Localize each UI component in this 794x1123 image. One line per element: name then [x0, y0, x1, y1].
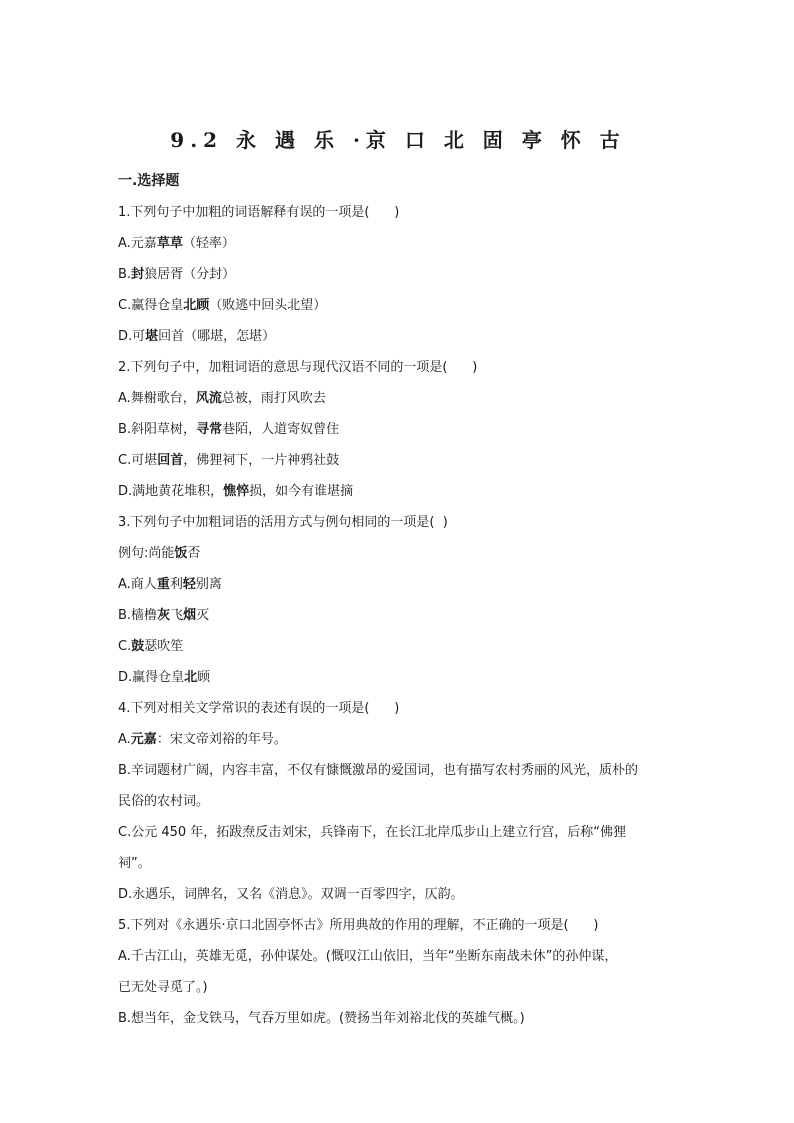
bold-term: 北: [184, 670, 198, 685]
text-line: [118, 538, 678, 569]
question-list: [118, 197, 678, 1034]
text-run: A.千古江山，英雄无觅，孙仲谋处。(慨叹江山依旧，当年“坐断东南战未休”的孙仲谋，: [118, 949, 618, 964]
bold-term: 回首: [157, 453, 184, 468]
text-line: [118, 383, 678, 414]
text-line: [118, 569, 678, 600]
text-run: A.元嘉: [118, 236, 157, 251]
text-line: [118, 507, 678, 538]
text-run: 巷陌，人道寄奴曾住: [222, 422, 340, 437]
text-line: [118, 476, 678, 507]
text-line: [118, 879, 678, 910]
bold-term: 灰: [157, 608, 171, 623]
text-run: （败逃中回头北望）: [209, 298, 327, 313]
bold-term: 寻常: [196, 422, 223, 437]
bold-term: 草草: [156, 236, 183, 251]
text-run: 灭: [196, 608, 210, 623]
text-line: [118, 414, 678, 445]
text-run: C.赢得仓皇: [118, 298, 184, 313]
text-line: [118, 662, 678, 693]
text-line: [118, 600, 678, 631]
text-run: A.舞榭歌台，: [118, 391, 196, 406]
text-run: 利: [169, 577, 183, 592]
bold-term: 元嘉: [130, 732, 157, 747]
text-run: 2.下列句子中，加粗词语的意思与现代汉语不同的一项是( ): [118, 360, 478, 375]
text-line: [118, 259, 678, 290]
bold-term: 封: [131, 267, 145, 282]
text-run: 例句:尚能: [118, 546, 175, 561]
text-run: 损，如今有谁堪摘: [249, 484, 354, 499]
text-run: 瑟吹笙: [144, 639, 184, 654]
document-page: [118, 118, 678, 1034]
text-line: [118, 445, 678, 476]
text-run: 3.下列句子中加粗词语的活用方式与例句相同的一项是( ): [118, 515, 448, 530]
text-line: [118, 755, 678, 786]
bold-term: 鼓: [131, 639, 145, 654]
text-run: 飞: [170, 608, 184, 623]
text-line: [118, 321, 678, 352]
text-line: [118, 693, 678, 724]
text-run: ，佛狸祠下，一片神鸦社鼓: [183, 453, 340, 468]
text-run: 否: [187, 546, 201, 561]
text-run: 顾: [197, 670, 211, 685]
text-run: B.斜阳草树，: [118, 422, 197, 437]
text-run: A.商人: [118, 577, 157, 592]
text-line: [118, 1003, 678, 1034]
document-title: 9.2 永 遇 乐 ·京 口 北 固 亭 怀 古: [170, 128, 626, 152]
text-run: ：宋文帝刘裕的年号。: [156, 732, 287, 747]
text-line: [118, 972, 678, 1003]
text-run: D.永遇乐，词牌名，又名《消息》。双调一百零四字，仄韵。: [118, 887, 464, 902]
text-run: 5.下列对《永遇乐·京口北固亭怀古》所用典故的作用的理解，不正确的一项是( ): [118, 918, 599, 933]
section-heading: 一.选择题: [118, 173, 180, 189]
text-line: [118, 941, 678, 972]
text-line: [118, 290, 678, 321]
text-run: A.: [118, 732, 131, 747]
text-run: 4.下列对相关文学常识的表述有误的一项是( ): [118, 701, 400, 716]
text-run: B.想当年，金戈铁马，气吞万里如虎。(赞扬当年刘裕北伐的英雄气概。): [118, 1011, 525, 1026]
text-line: [118, 631, 678, 662]
bold-term: 轻: [182, 577, 196, 592]
text-line: [118, 724, 678, 755]
text-run: C.公元 450 年，拓跋焘反击刘宋，兵锋南下，在长江北岸瓜步山上建立行宫，后称“佛狸: [118, 825, 627, 840]
text-run: B.辛词题材广阔，内容丰富，不仅有慷慨激昂的爱国词，也有描写农村秀丽的风光，质朴的: [118, 763, 639, 778]
text-run: 别离: [195, 577, 222, 592]
text-run: （轻率）: [182, 236, 235, 251]
text-run: B.樯橹: [118, 608, 158, 623]
text-line: [118, 848, 678, 879]
text-line: [118, 817, 678, 848]
text-run: 祠”。: [118, 856, 151, 871]
text-run: C.可堪: [118, 453, 158, 468]
text-line: [118, 228, 678, 259]
text-run: 狼居胥（分封）: [144, 267, 236, 282]
text-run: D.满地黄花堆积，: [118, 484, 224, 499]
text-line: [118, 910, 678, 941]
bold-term: 饭: [174, 546, 188, 561]
bold-term: 憔悴: [223, 484, 250, 499]
bold-term: 烟: [183, 608, 197, 623]
text-run: D.赢得仓皇: [118, 670, 185, 685]
text-line: [118, 197, 678, 228]
bold-term: 重: [156, 577, 170, 592]
text-run: 已无处寻觅了。): [118, 980, 208, 995]
text-line: [118, 786, 678, 817]
bold-term: 北顾: [183, 298, 210, 313]
text-run: D.可: [118, 329, 146, 344]
text-line: [118, 352, 678, 383]
bold-term: 风流: [195, 391, 222, 406]
bold-term: 堪: [145, 329, 159, 344]
text-run: B.: [118, 267, 132, 282]
text-run: C.: [118, 639, 132, 654]
text-run: 民俗的农村词。: [118, 794, 210, 809]
text-run: 1.下列句子中加粗的词语解释有误的一项是( ): [118, 205, 400, 220]
text-run: 回首（哪堪，怎堪）: [158, 329, 276, 344]
text-run: 总被，雨打风吹去: [221, 391, 326, 406]
